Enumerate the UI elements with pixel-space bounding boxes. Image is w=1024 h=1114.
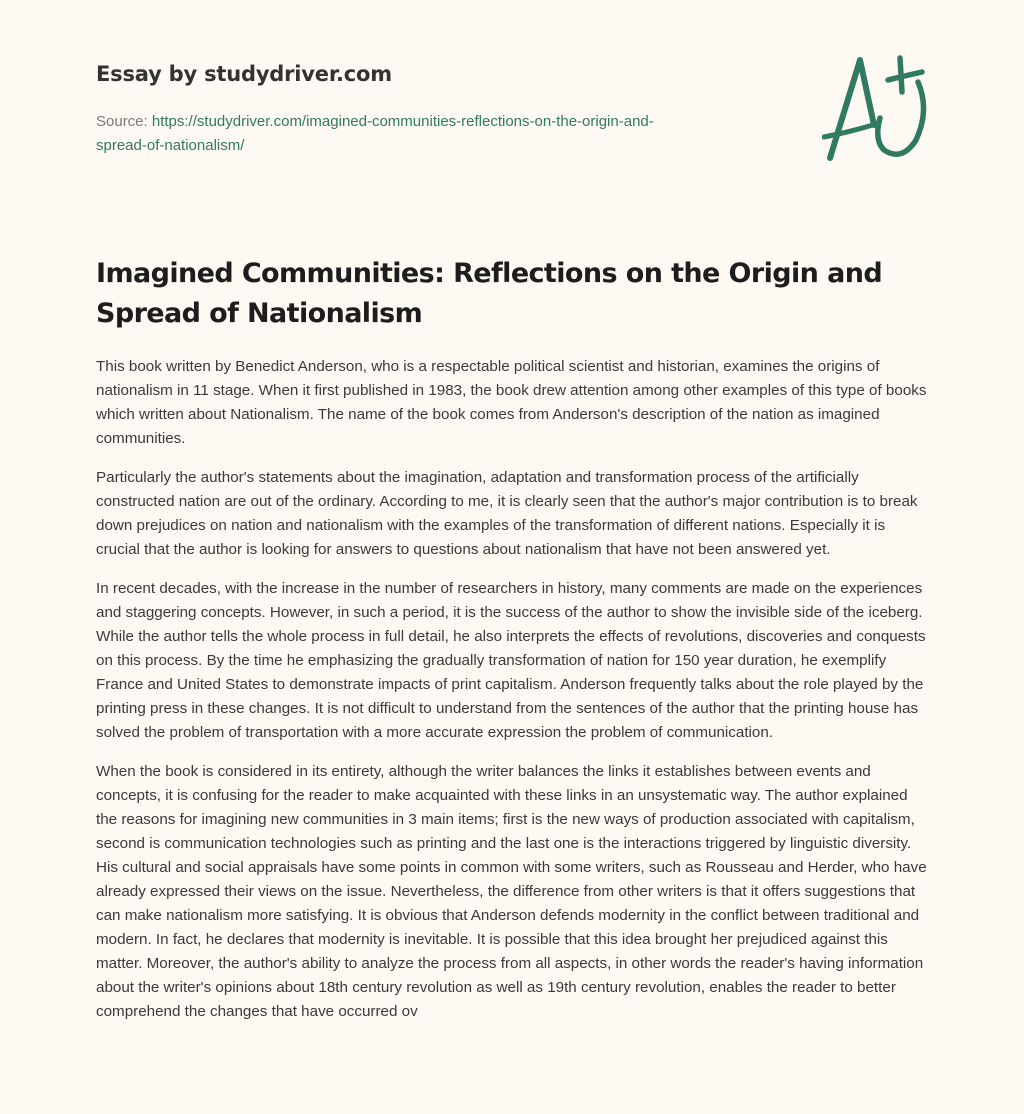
source-link-line1: https://studydriver.com/imagined-communities-reflections-on-the-origin-and-	[151, 113, 654, 130]
article-title: Imagined Communities: Reflections on the Origin and Spread of Nationalism	[96, 258, 883, 329]
site-brand: Essay by studydriver.com	[96, 62, 392, 86]
source-line	[96, 110, 756, 158]
paragraph-1: This book written by Benedict Anderson, who is a respectable political scientist and historian, examines the origins of nationalism in 11 stage. When it first published in 1983, the book drew attention among other examples of this type of books which written about Nationalism. The name of the book comes from Anderson's description of the nation as imagined communities.	[96, 358, 927, 447]
source-link-line2: spread-of-nationalism/	[96, 137, 245, 154]
paragraph-2: Particularly the author's statements about the imagination, adaptation and transformation process of the artificially constructed nation are out of the ordinary. According to me, it is clearly seen that the author's major contribution is to break down prejudices on nation and nationalism with the examples of the transformation of different nations. Especially it is crucial that the author is looking for answers to questions about nationalism that have not been answered yet.	[96, 469, 918, 558]
page-header	[96, 62, 756, 158]
a-plus-grade-icon	[822, 40, 932, 165]
paragraph-3: In recent decades, with the increase in the number of researchers in history, many comments are made on the experiences and staggering concepts. However, in such a period, it is the success of the author to show the invisible side of the iceberg. While the author tells the whole process in full detail, he also interprets the effects of revolutions, discoveries and conquests on this process. By the time he emphasizing the gradually transformation of nation for 150 year duration, he exemplify France and United States to demonstrate impacts of print capitalism. Anderson frequently talks about the role played by the printing press in these changes. It is not difficult to understand from the sentences of the author that the printing house has solved the problem of transportation with a more accurate expression the problem of communication.	[96, 580, 926, 741]
source-label: Source:	[96, 113, 152, 130]
source-link[interactable]	[96, 113, 654, 154]
article-body	[96, 355, 928, 1039]
paragraph-4: When the book is considered in its entirety, although the writer balances the links it establishes between events and concepts, it is confusing for the reader to make acquainted with these links in an unsystematic way. The author explained the reasons for imagining new communities in 3 main items; first is the new ways of production associated with capitalism, second is communication technologies such as printing and the last one is the interactions triggered by linguistic diversity. His cultural and social appraisals have some points in common with some writers, such as Rousseau and Herder, who have already expressed their views on the issue. Nevertheless, the difference from other writers is that it offers suggestions that can make nationalism more satisfying. It is obvious that Anderson defends modernity in the conflict between traditional and modern. In fact, he declares that modernity is inevitable. It is possible that this idea brought her prejudiced against this matter. Moreover, the author's ability to analyze the process from all aspects, in other words the reader's having information about the writer's opinions about 18th century revolution as well as 19th century revolution, enables the reader to better comprehend the changes that have occurred ov	[96, 763, 927, 1020]
